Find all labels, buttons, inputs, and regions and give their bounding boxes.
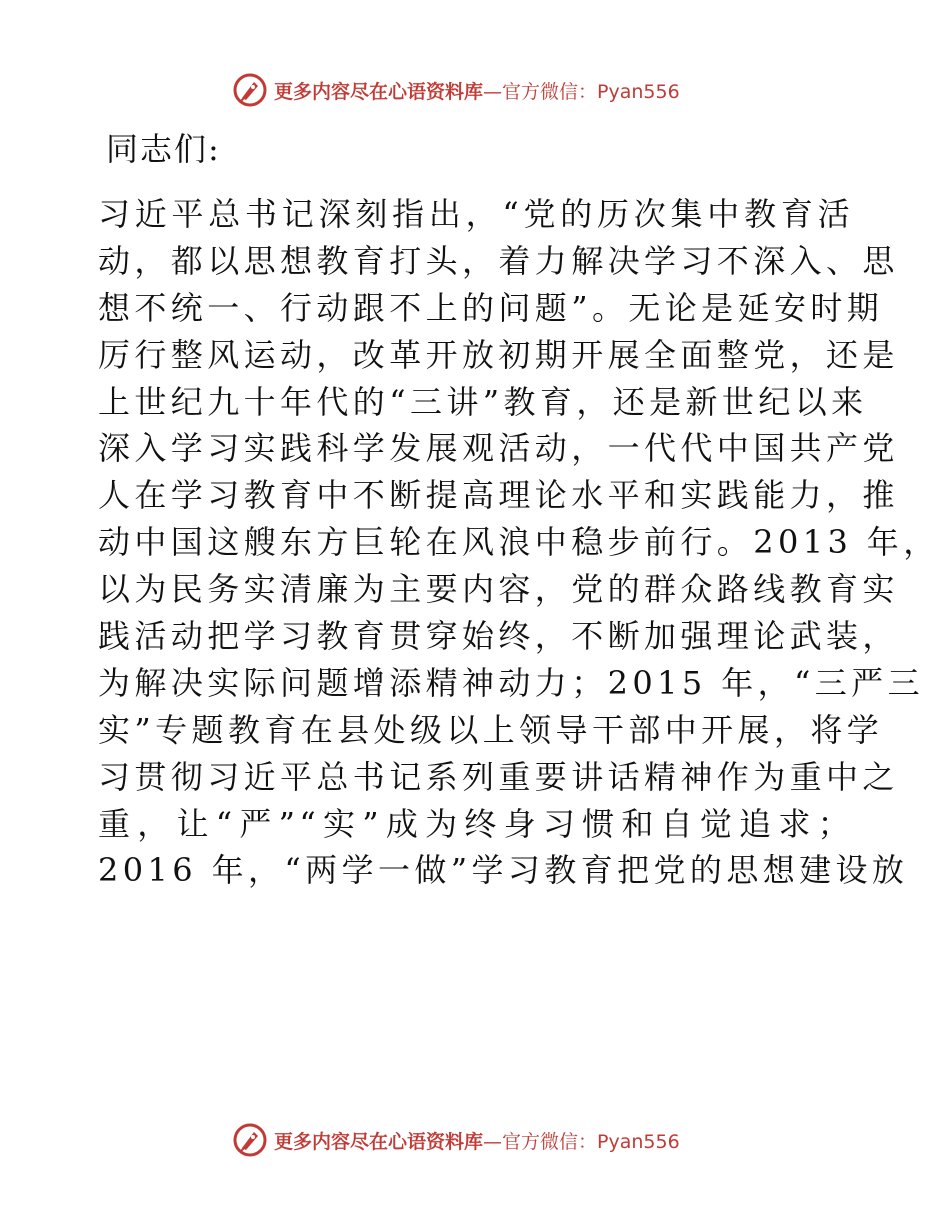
text-line: 实”专题教育在县处级以上领导干部中开展，将学	[98, 710, 884, 749]
header-watermark	[232, 70, 680, 110]
text-line: 动中国这艘东方巨轮在风浪中稳步前行。2013 年，	[98, 523, 940, 562]
text-line: 习近平总书记深刻指出，“党的历次集中教育活	[98, 195, 854, 233]
pen-nib-logo-icon	[232, 72, 268, 108]
watermark-separator: —	[483, 80, 503, 103]
text-line: 上世纪九十年代的“三讲”教育，还是新世纪以来	[98, 382, 868, 421]
watermark-main-text: 更多内容尽在心语资料库	[274, 1130, 484, 1153]
pen-nib-logo-icon	[232, 1122, 268, 1158]
watermark-text	[274, 1127, 680, 1154]
text-line: 以为民务实清廉为主要内容，党的群众路线教育实	[98, 570, 899, 609]
text-line: 为解决实际问题增添精神动力；2015 年，“三严三	[98, 663, 924, 702]
watermark-main-text: 更多内容尽在心语资料库	[274, 80, 484, 103]
text-line: 厉行整风运动，改革开放初期开展全面整党，还是	[98, 335, 899, 374]
text-line: 动，都以思想教育打头，着力解决学习不深入、思	[98, 241, 899, 280]
text-line: 践活动把学习教育贯穿始终，不断加强理论武装，	[98, 617, 899, 656]
text-line: 重，让“严”“实”成为终身习惯和自觉追求；	[98, 804, 854, 843]
watermark-official-label: 官方微信：	[502, 1130, 598, 1153]
watermark-separator: —	[483, 1130, 503, 1153]
body-paragraph	[98, 191, 940, 894]
watermark-wechat-id: Pyan556	[597, 1130, 680, 1153]
text-line: 人在学习教育中不断提高理论水平和实践能力，推	[98, 476, 899, 515]
watermark-text	[274, 77, 680, 104]
text-line: 2016 年，“两学一做”学习教育把党的思想建设放	[98, 851, 909, 890]
text-line: 深入学习实践科学发展观活动，一代代中国共产党	[98, 429, 899, 468]
watermark-wechat-id: Pyan556	[597, 80, 680, 103]
watermark-official-label: 官方微信：	[502, 80, 598, 103]
footer-watermark	[232, 1120, 680, 1160]
text-line: 想不统一、行动跟不上的问题”。无论是延安时期	[98, 288, 884, 327]
document-body	[98, 125, 940, 894]
text-line: 习贯彻习近平总书记系列重要讲话精神作为重中之	[98, 757, 899, 796]
greeting: 同志们:	[106, 130, 221, 168]
